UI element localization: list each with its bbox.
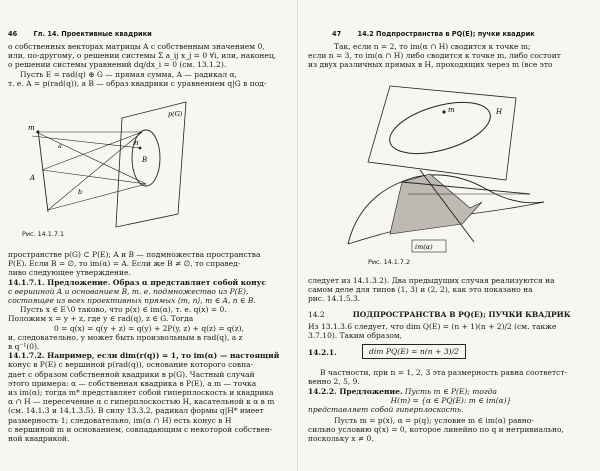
label-pG: p(G) [168, 110, 183, 118]
saddle-shaded-band [390, 174, 482, 234]
ray [42, 132, 142, 170]
prop-formula: H(m) = {α ∈ PQ(E): m ∈ im(α)} [390, 396, 512, 406]
label-m: m [28, 124, 35, 132]
text-line: в q⁻¹(0). [8, 342, 40, 352]
label-B: B [142, 156, 148, 164]
ray [36, 132, 146, 184]
text-line: состоящее из всех проективных прямых ⟨m, n⟩, m ∈ A, n ∈ B. [8, 296, 256, 306]
equation-box: dim PQ(E) = n(n + 3)/2 [362, 344, 466, 359]
section-number: 14.2 [308, 310, 325, 319]
point-n [139, 147, 142, 150]
text-line: 3.7.10). Таким образом, [308, 331, 403, 341]
after-equation [308, 368, 594, 386]
text-line: P(E). Если B = ∅, то im(α) = A. Если же B ≠ ∅, то справед- [8, 259, 241, 269]
line-A [38, 130, 48, 212]
plane-pG [116, 102, 186, 227]
right-page [300, 0, 600, 471]
text-line: пространстве p(G) ⊂ P(E); A и B — подмножества пространства [8, 250, 261, 259]
text-line: из im(α); тогда m* представляет собой гиперплоскость и квадрика [8, 388, 274, 398]
left-body [8, 250, 290, 443]
text-line: α ∩ H — пересечение α с гиперплоскостью H, касательной к α в m [8, 397, 275, 407]
plane-H [368, 86, 516, 180]
text-line: сильно условию q(x) = 0, которое линейно по q и нетривиально, [308, 425, 564, 435]
text-line: конус в P(E) с вершиной p(rad(q)), основание которого совпа- [8, 360, 254, 370]
text-line: из двух различных прямых в H, проходящих через m (все это [308, 60, 553, 70]
point-m [442, 110, 445, 113]
label-m: m [448, 106, 455, 114]
prop-after: представляет собой гиперплоскость. [308, 405, 464, 415]
left-header-title: Гл. 14. Проективные квадрики [33, 30, 152, 38]
text-line: (см. 14.1.3 и 14.1.3.5). В силу 13.3.2, радикал формы q|H* имеет [8, 406, 264, 416]
label-im-alpha: im(α) [415, 243, 433, 251]
text-line: Пусть m = p(x), α = p(q); условие m ∈ im(α) равно- [334, 416, 534, 425]
text-line: 14.1.7.2. Например, если dim(r(q)) = 1, то im(α) — настоящий [8, 351, 280, 361]
left-page [0, 0, 294, 471]
text-line: Пусть E = rad(q) ⊕ G — прямая сумма, A — радикал α, [20, 69, 237, 79]
section-title: ПОДПРОСТРАНСТВА В PQ(E); ПУЧКИ КВАДРИК [352, 310, 571, 319]
right-figure-caption: Рис. 14.1.7.2 [368, 258, 411, 266]
equation-label: 14.2.1. [308, 348, 337, 357]
text-line: т. е. A = p(rad(q)), a B — образ квадрики с уравнением q|G в под- [8, 78, 267, 88]
section-heading [308, 310, 594, 319]
prop-label: 14.2.2. Предложение. [308, 387, 403, 396]
text-line: венно 2, 5, 9. [308, 377, 360, 387]
label-a: a [58, 142, 62, 150]
text-line: Из 13.1.3.6 следует, что dim Q(E) = (n + 1)(n + 2)/2 (см. также [308, 322, 557, 331]
right-running-header [332, 30, 535, 38]
text-line: о решении системы уравнений dq/dx_i = 0 (см. 13.1.2). [8, 60, 227, 70]
label-n: n [134, 139, 139, 147]
ray [32, 136, 140, 148]
text-line: В частности, при n = 1, 2, 3 эта размерность равна соответст- [320, 368, 568, 377]
page-gutter [297, 0, 298, 471]
ellipse-section [384, 93, 496, 164]
figure-hyperbolic-paraboloid [320, 74, 570, 260]
text-line: самом деле для типов (1, 3) и (2, 2), как это показано на [308, 285, 533, 295]
text-line: ной квадрикой. [8, 434, 70, 444]
proof [308, 416, 594, 444]
text-line: о собственных векторах матрицы A с собственным значением 0, [8, 42, 265, 51]
text-line: 0 = q(x) = q(y + z) = q(y) + 2P(y, z) + q(z) = q(z), [54, 323, 244, 333]
text-line: или, по-другому, о решении системы Σ a_ij x_j = 0 ∀i, или, наконец, [8, 51, 277, 61]
label-H: H [496, 108, 503, 116]
right-page-number: 47 [332, 30, 342, 38]
right-header-title: 14.2 Подпространства в PQ(E); пучки квадрик [357, 30, 535, 38]
text-line: размерность 1; следовательно, im(α ∩ H) есть конус в H [8, 415, 232, 425]
text-line: следует из 14.1.3.2). Два предыдущих случая реализуются на [308, 276, 555, 285]
text-line: этого примера: α — собственная квадрика в P(E), а m — точка [8, 378, 257, 388]
text-line: если n = 3, то im(α ∩ H) либо сводится к точке m, либо состоит [308, 51, 561, 61]
label-b: b [78, 188, 83, 196]
text-line: и, следовательно, y может быть произвольным в rad(q), а z [8, 332, 243, 342]
text-line: Положим x = y + z, где y ∈ rad(q), z ∈ G. Тогда [8, 314, 194, 324]
left-figure-caption: Рис. 14.1.7.1 [22, 230, 65, 238]
ray [48, 132, 142, 210]
left-intro [8, 42, 290, 88]
text-line: ливо следующее утверждение. [8, 268, 131, 278]
text-line: дает с образом собственной квадрики в p(G). Частный случай [8, 369, 255, 379]
label-A: A [30, 174, 36, 182]
text-line: Пусть x ∈ E∖0 таково, что p(x) ∈ im(α), т. е. q(x) = 0. [20, 305, 227, 315]
text-line: поскольку x ≠ 0. [308, 434, 374, 444]
section-text [308, 322, 594, 340]
left-running-header [8, 30, 152, 38]
left-page-number: 46 [8, 30, 18, 38]
text-line: рис. 14.1.5.3. [308, 294, 361, 304]
ray [48, 184, 146, 210]
prop-text: Пусть m ∈ P(E); тогда [404, 387, 497, 396]
figure-cone-diagram [18, 92, 208, 234]
text-line: с вершиной A и основанием B, т. е. подмножество из P(E), [8, 286, 249, 296]
text-line: Так, если n = 2, то im(α ∩ H) сводится к точке m; [334, 42, 531, 51]
text-line: 14.1.7.1. Предложение. Образ α представляет собой конус [8, 277, 267, 287]
proposition [308, 387, 594, 415]
right-body [308, 276, 594, 304]
text-line: с вершиной m и основанием, совпадающим с некоторой собствен- [8, 424, 273, 434]
point-m [37, 131, 40, 134]
right-intro [308, 42, 594, 70]
